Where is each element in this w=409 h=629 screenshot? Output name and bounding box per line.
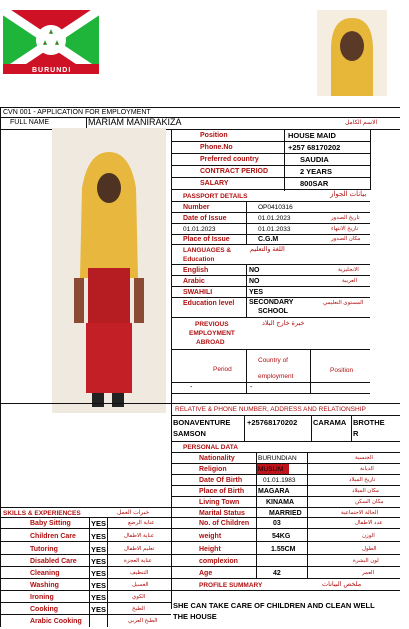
- burundi-flag: [3, 10, 99, 74]
- personal-religion-label: Religion: [199, 466, 227, 473]
- education-ar: المستوى التعليمي: [323, 300, 364, 306]
- personal-age-label: Age: [199, 570, 213, 577]
- prev-employment-title-2: EMPLOYMENT: [189, 330, 235, 337]
- personal-complexion-label: complexion: [199, 558, 238, 565]
- personal-religion-value: MUSLIM: [258, 466, 284, 473]
- job-phone-value: +257 68170202: [288, 143, 341, 152]
- country-banner: BURUNDI: [32, 67, 72, 74]
- full-name-value: MARIAM MANIRAKIZA: [88, 117, 182, 127]
- prev-employment-title-ar: خبرة خارج البلاد: [262, 320, 305, 327]
- skill-ironing-label: Ironing: [30, 594, 54, 601]
- skill-tutoring-value: YES: [91, 545, 107, 554]
- relative-name-2: SAMSON: [173, 429, 206, 438]
- skill-cleaning-value: YES: [91, 569, 107, 578]
- lang-arabic-value: NO: [249, 278, 260, 285]
- personal-pob-label: Place of Birth: [199, 488, 245, 495]
- personal-height-label: Height: [199, 546, 221, 553]
- education-label: Education level: [183, 300, 235, 307]
- applicant-full-photo: [52, 128, 166, 413]
- passport-issue-ar: تاريخ الصدور: [331, 215, 360, 221]
- lang-arabic-ar: العربية: [342, 278, 358, 284]
- skill-babysitting-ar: عناية الرضع: [128, 520, 155, 526]
- passport-place-value: C.G.M: [258, 236, 279, 243]
- full-name-ar: الاسم الكامل: [345, 120, 378, 126]
- personal-age-ar: العمر: [362, 570, 375, 576]
- skill-tutoring-label: Tutoring: [30, 546, 58, 553]
- personal-age-value: 42: [273, 570, 281, 577]
- passport-title-ar: بيانات الجواز: [330, 191, 367, 198]
- personal-marital-label: Marital Status: [199, 510, 245, 517]
- prev-employment-title-1: PREVIOUS: [195, 321, 229, 328]
- skill-cooking-ar: الطبخ: [132, 606, 145, 612]
- personal-weight-label: weight: [199, 533, 222, 540]
- skill-disabled-ar: عناية العجزة: [124, 558, 152, 564]
- personal-height-ar: الطول: [362, 546, 377, 552]
- personal-nationality-label: Nationality: [199, 455, 235, 462]
- personal-complexion-ar: لون البشرة: [353, 558, 379, 564]
- relative-name-1: BONAVENTURE: [173, 418, 231, 427]
- skill-disabled-value: YES: [91, 557, 107, 566]
- personal-religion-ar: الديانة: [360, 466, 374, 472]
- personal-marital-ar: الحالة الاجتماعية: [341, 510, 379, 516]
- skill-babysitting-label: Baby Sitting: [30, 520, 71, 527]
- profile-summary-line1: SHE CAN TAKE CARE OF CHILDREN AND CLEAN WELL: [173, 601, 375, 610]
- skill-arabic-cooking-label: Arabic Cooking: [30, 618, 82, 625]
- passport-expiry-ar: تاريخ الانتهاء: [331, 226, 359, 232]
- languages-title-2: Education: [183, 256, 215, 263]
- languages-title-ar: اللغة والتعليم: [250, 246, 285, 253]
- job-position-value: HOUSE MAID: [288, 131, 336, 140]
- skill-cooking-label: Cooking: [30, 606, 58, 613]
- profile-summary-line2: THE HOUSE: [173, 612, 217, 621]
- passport-number-label: Number: [183, 204, 210, 211]
- personal-nationality-ar: الجنسية: [355, 455, 373, 461]
- passport-place-ar: مكان الصدور: [331, 236, 361, 242]
- personal-height-value: 1.55CM: [271, 546, 296, 553]
- education-value-2: SCHOOL: [258, 308, 288, 315]
- personal-children-value: 03: [273, 520, 281, 527]
- personal-town-label: Living Town: [199, 499, 240, 506]
- applicant-portrait-small: [317, 10, 387, 96]
- personal-weight-value: 54KG: [272, 533, 291, 540]
- job-salary-label: SALARY: [200, 180, 229, 187]
- lang-english-value: NO: [249, 267, 260, 274]
- passport-expiry-value: 01.01.2033: [258, 226, 291, 233]
- relative-phone: +25768170202: [247, 418, 298, 427]
- job-position-label: Position: [200, 132, 228, 139]
- prev-row-dash-2: -: [250, 384, 253, 391]
- full-name-label: FULL NAME: [10, 119, 50, 126]
- passport-title: PASSPORT DETAILS: [183, 193, 248, 200]
- skill-cooking-value: YES: [91, 605, 107, 614]
- lang-english-label: English: [183, 267, 209, 274]
- skill-washing-label: Washing: [30, 582, 59, 589]
- prev-row-dash-1: -: [190, 384, 193, 391]
- skill-babysitting-value: YES: [91, 519, 107, 528]
- job-contract-value: 2 YEARS: [300, 167, 332, 176]
- passport-issue-label: Date of Issue: [183, 215, 227, 222]
- relative-relation-2: R: [353, 429, 359, 438]
- personal-dob-ar: تاريخ الميلاد: [349, 477, 376, 483]
- skill-ironing-value: YES: [91, 593, 107, 602]
- personal-children-label: No. of Children: [199, 520, 250, 527]
- personal-pob-ar: مكان الميلاد: [352, 488, 380, 494]
- skill-disabled-label: Disabled Care: [30, 558, 77, 565]
- profile-summary-ar: ملخص البيانات: [322, 581, 362, 588]
- profile-summary-label: PROFILE SUMMARY: [199, 582, 263, 589]
- personal-children-ar: عدد الاطفال: [355, 520, 383, 526]
- personal-title: PERSONAL DATA: [183, 444, 238, 451]
- col-country-2: employment: [258, 373, 294, 380]
- relative-address: CARAMA: [313, 418, 347, 427]
- relative-title: RELATIVE & PHONE NUMBER, ADDRESS AND RELATIONSHIP: [175, 406, 366, 413]
- passport-issue-value: 01.01.2023: [258, 215, 291, 222]
- job-country-label: Preferred country: [200, 156, 259, 163]
- job-salary-value: 800SAR: [300, 179, 329, 188]
- job-contract-label: CONTRACT PERIOD: [200, 168, 269, 175]
- skill-arabic-cooking-ar: الطبخ العربي: [128, 618, 158, 624]
- skill-washing-ar: الغسيل: [132, 582, 149, 588]
- job-country-value: SAUDIA: [300, 155, 329, 164]
- prev-employment-title-3: ABROAD: [196, 339, 225, 346]
- skills-title: SKILLS & EXPERIENCES: [3, 510, 81, 517]
- lang-swahili-label: SWAHILI: [183, 289, 213, 296]
- skill-cleaning-ar: التنظيف: [130, 570, 149, 576]
- personal-town-value: KINAMA: [266, 499, 294, 506]
- skill-childcare-value: YES: [91, 532, 107, 541]
- lang-swahili-value: YES: [249, 289, 264, 296]
- job-phone-label: Phone.No: [200, 144, 233, 151]
- relative-relation-1: BROTHE: [353, 418, 385, 427]
- col-period: Period: [213, 366, 232, 373]
- skill-washing-value: YES: [91, 581, 107, 590]
- personal-dob-label: Date Of Birth: [199, 477, 243, 484]
- personal-dob-value: 01.01.1983: [263, 477, 296, 484]
- personal-pob-value: MAGARA: [258, 488, 290, 495]
- skills-title-ar: خبرات العمل: [117, 510, 150, 516]
- personal-marital-value: MARRIED: [269, 510, 302, 517]
- skill-childcare-label: Children Care: [30, 533, 76, 540]
- languages-title-1: LANGUAGES &: [183, 247, 232, 254]
- skill-cleaning-label: Cleaning: [30, 570, 60, 577]
- col-country-1: Country of: [258, 357, 288, 364]
- skill-tutoring-ar: تعليم الاطفال: [124, 546, 155, 552]
- personal-town-ar: مكان السكن: [355, 499, 384, 505]
- personal-weight-ar: الوزن: [362, 533, 375, 539]
- lang-arabic-label: Arabic: [183, 278, 205, 285]
- col-position: Position: [330, 367, 354, 374]
- passport-place-label: Place of Issue: [183, 236, 230, 243]
- personal-nationality-value: BURUNDIAN: [258, 455, 297, 462]
- skill-childcare-ar: عناية الاطفال: [124, 533, 155, 539]
- passport-number-value: OP0410316: [258, 204, 293, 211]
- lang-english-ar: الانجليزية: [338, 267, 359, 273]
- education-value-1: SECONDARY: [249, 299, 294, 306]
- form-code: CVN 001 - APPLICATION FOR EMPLOYMENT: [3, 109, 151, 116]
- skill-ironing-ar: الكوي: [132, 594, 146, 600]
- passport-expiry-left: 01.01.2023: [183, 226, 216, 233]
